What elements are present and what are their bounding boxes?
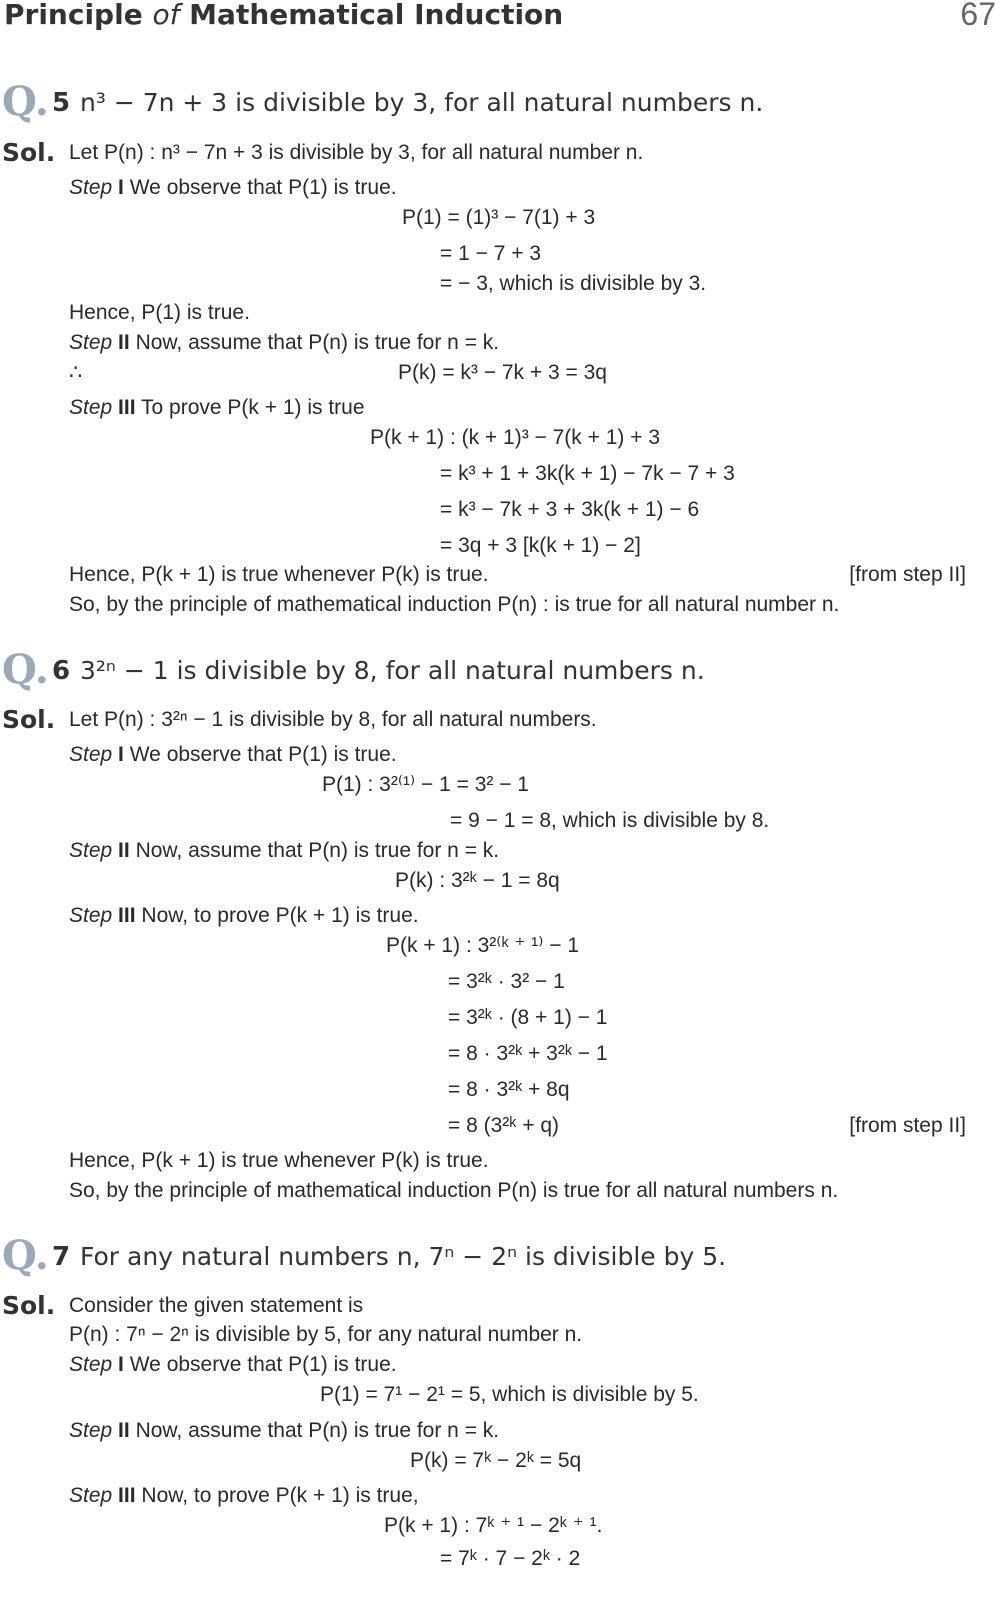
step-one-line: Step I We observe that P(1) is true.: [69, 1353, 397, 1376]
question-number: 5: [52, 88, 71, 118]
question-text: For any natural numbers n, 7ⁿ − 2ⁿ is divisible by 5.: [80, 1242, 727, 1271]
equation: P(1) = (1)³ − 7(1) + 3: [402, 206, 596, 229]
question-text: n³ − 7n + 3 is divisible by 3, for all natural numbers n.: [80, 88, 764, 117]
step-three-line: Step III Now, to prove P(k + 1) is true.: [69, 904, 419, 927]
equation: P(k) = 7ᵏ − 2ᵏ = 5q: [410, 1449, 582, 1472]
statement: P(n) : 7ⁿ − 2ⁿ is divisible by 5, for any natural number n.: [69, 1323, 583, 1346]
question-text: 3²ⁿ − 1 is divisible by 8, for all natural numbers n.: [80, 656, 705, 685]
solution-label: Sol.: [2, 1291, 56, 1320]
solution-consider: Consider the given statement is: [69, 1294, 364, 1317]
equation: P(k) = k³ − 7k + 3 = 3q: [398, 361, 607, 384]
equation: P(k + 1) : 3²⁽ᵏ ⁺ ¹⁾ − 1: [386, 934, 580, 957]
equation: P(1) : 3²⁽¹⁾ − 1 = 3² − 1: [322, 773, 529, 796]
question-marker: Q.: [2, 78, 49, 125]
equation: P(k) : 3²ᵏ − 1 = 8q: [395, 869, 560, 892]
question-marker: Q.: [2, 646, 49, 693]
reference-note: [from step II]: [849, 1114, 966, 1137]
equation: = − 3, which is divisible by 3.: [440, 272, 707, 295]
solution-label: Sol.: [2, 705, 56, 734]
page-number: 67: [960, 0, 996, 32]
solution-let: Let P(n) : 3²ⁿ − 1 is divisible by 8, for all natural numbers.: [69, 708, 597, 731]
equation: P(k + 1) : (k + 1)³ − 7(k + 1) + 3: [370, 426, 661, 449]
equation: = 8 (3²ᵏ + q): [448, 1114, 559, 1137]
equation: = 3²ᵏ · 3² − 1: [448, 970, 565, 993]
step-two-line: Step II Now, assume that P(n) is true for n = k.: [69, 1419, 500, 1442]
step-one-line: Step I We observe that P(1) is true.: [69, 176, 397, 199]
page-title: Principle of Mathematical Induction: [4, 0, 564, 31]
equation: = 7ᵏ · 7 − 2ᵏ · 2: [440, 1547, 581, 1570]
therefore-symbol: ∴: [69, 361, 83, 384]
step-three-line: Step III To prove P(k + 1) is true: [69, 396, 365, 419]
step-three-line: Step III Now, to prove P(k + 1) is true,: [69, 1484, 419, 1507]
equation: P(k + 1) : 7ᵏ ⁺ ¹ − 2ᵏ ⁺ ¹.: [384, 1514, 603, 1537]
equation: = k³ − 7k + 3 + 3k(k + 1) − 6: [440, 498, 700, 521]
step-two-line: Step II Now, assume that P(n) is true for n = k.: [69, 331, 500, 354]
equation: = 8 · 3²ᵏ + 3²ᵏ − 1: [448, 1042, 608, 1065]
reference-note: [from step II]: [849, 563, 966, 586]
step-one-line: Step I We observe that P(1) is true.: [69, 743, 397, 766]
solution-let: Let P(n) : n³ − 7n + 3 is divisible by 3, for all natural number n.: [69, 141, 644, 164]
conclusion: So, by the principle of mathematical induction P(n) is true for all natural numbers n.: [69, 1179, 839, 1202]
question-marker: Q.: [2, 1232, 49, 1279]
conclusion: So, by the principle of mathematical induction P(n) : is true for all natural number n.: [69, 593, 840, 616]
statement: Hence, P(k + 1) is true whenever P(k) is true.: [69, 1149, 489, 1172]
solution-label: Sol.: [2, 138, 56, 167]
equation: = 1 − 7 + 3: [440, 242, 542, 265]
equation: = k³ + 1 + 3k(k + 1) − 7k − 7 + 3: [440, 462, 735, 485]
statement: Hence, P(1) is true.: [69, 301, 250, 324]
question-number: 6: [52, 656, 71, 686]
question-number: 7: [52, 1242, 71, 1272]
equation: = 3q + 3 [k(k + 1) − 2]: [440, 534, 641, 557]
equation: P(1) = 7¹ − 2¹ = 5, which is divisible by 5.: [320, 1383, 699, 1406]
equation: = 3²ᵏ · (8 + 1) − 1: [448, 1006, 608, 1029]
equation: = 9 − 1 = 8, which is divisible by 8.: [450, 809, 770, 832]
equation: = 8 · 3²ᵏ + 8q: [448, 1078, 570, 1101]
step-two-line: Step II Now, assume that P(n) is true for n = k.: [69, 839, 500, 862]
statement: Hence, P(k + 1) is true whenever P(k) is true.: [69, 563, 489, 586]
